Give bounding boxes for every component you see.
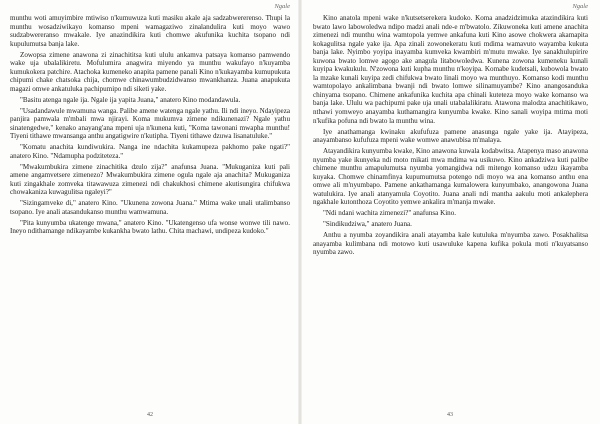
paragraph: Atayandikira kunyumba kwake, Kino anawona kuwala kodabwitsa. Atapenya maso anawona nyumba yake ikunyeka ndi moto mikati mwa mdima wa usikuwo. Kino ankadziwa kuti palibe chimene munthu amapulumutsa nyumba yomangidwa ndi mitengo komanso udzu ikayamba kuyaka. Chomwe chinamfinya kupumumutsa potengo ndi moyo wa ana komanso anthu ena omwe ali m'nyumbapo. Pamene ankathamanga kumalowera kunyumbako, anangowona Juana watulukira. Iye anali atanyamula Coyotito. Juana anali ndi mantha aakulu moti ankalephera ngakhale kutonthoza Coyotito yemwe ankalira m'manja mwake. [313,146,588,207]
paragraph: "Mwakumbukira zimene zinachitika dzulo zija?" anafunsa Juana. "Mukuganiza kuti pali amene angamvetsere zimenezo? Mwakumbukira zimene ogula ngale aja anachita? Mukuganiza kuti zingakhale zomveka titawawuza zimenezi ndi chakukhosi chimene akutisungira chifukwa chowakaniza kuwagulitsa ngaleyi?" [10,162,290,197]
paragraph: "Komatu anachita kundiwukira. Nanga ine ndachita kukamupeza pakhomo pake ngati?" anatero Kino. "Ndamupha podzitetezа." [10,143,290,160]
page-number-left: 42 [147,412,153,418]
paragraph: "Usadandawule mwamuna wanga. Palibe amene watenga ngale yathu. Ili ndi ineyo. Ndayipeza panjira pamwala m'mbali mwa njirayi. Koma mukumva zimene ndikunenazi? Ngale yathu sinatengedwe," kenako anayang'ana mpeni uja n'kunena kuti, "Koma tawonani mwapha munthu! Tiyeni tithawe mwansanga anthu angatigwire n'kutipha. Tiyeni tithawe dzuwa lisanatuluke." [10,106,290,141]
paragraph: munthu woti amuyimbire mtiwiso n'kumuwuza kuti masiku akale aja sadzabwererenso. Thupi la munthu wosadziwikayo komanso mpeni wamagaziwo zinalandulira kuti moyo wawo sudzabwereranso mwakale. Iye anazindikira kuti chomwe akufunika kuchita tsopano ndi kupulumutsa banja lake. [10,14,290,48]
paragraph: Iye anathamanga kwinaku akufufuza pamene anasunga ngale yake ija. Atayipeza, anayambanso kufufuza mpeni wake womwe anawubisa m'malaya. [313,127,588,145]
paragraph: Kino anatola mpeni wake n'kutsetserekera kudoko. Koma anadzidzimuka atazindikira kuti bwato lawo labowoledwa ndipo madzi anali nde-e m'bwatolo. Zikuwoneka kuti amene anachita zimenezi ndi munthu wina wamtopola yemwe ankafuna kuti Kino asowe chokwera akamapita kokagulitsa ngale yake ija. Apa zinali zowonekeratu kuti mdima wamavuto wayamba kukuta banja lake. Nyimbo yoyipa inayamba kumveka kwambiri m'mutu mwake. Iye sanakhulupirire kuwona bwato lomwe agogo ake anagula litabowoledwa. Kunena zowona kumeneku kunali kuyipa kwakukulu. N'zowona kuti kupha munthu n'koyipa. Komabe kudetsali, kubowola bwato la mzake kunali kuyipa zedi chifukwa bwato linali moyo wa munthuyo. Komanso kodi munthu wamtopolayo ankalimbana bwanji ndi bwato lomwe silinamuyambe? Kino anangosanduka chinyama tsopano. Chimene ankafunika kuchita apa chinali kuteteza moyo wake komanso wa banja lake. Ululu wa pachipumi pake uja unali utabalalikiratu. Atawona malodza anachitikawo, nthawi yomweyo anayamba kuthamangira kunyumba kwake. Kino sanali woyipa mtima moti n'kufika pofuna ndi bwato la munthu wina. [313,14,588,125]
running-head-left: Ngale [274,3,290,10]
right-page-text [313,14,588,257]
paragraph: "Pita kunyumba ukatenge mwana," anatero Kino. "Ukatengenso ufa wonse wonwe tili nawo. Ineyo ndithamange ndikayambe kukankha bwato lathu. Chita machawi, undipeza kudoko." [10,218,290,236]
paragraph: "Ndi ndani wachita zimenezi?" anafunsa Kino. [323,209,457,218]
paragraph: "Sindikudziwa," anatero Juana. [323,220,412,229]
left-page-text [10,14,290,236]
paragraph: "Basitu atenga ngale ija. Ngale ija yapita Juana," anatero Kino modandawula. [20,95,241,104]
running-head-right: Ngale [572,3,588,10]
right-page [300,0,600,424]
page-number-right: 43 [447,412,453,418]
paragraph: "Sizingamveke di," anatero Kino. "Ukunena zowona Juana." Mtima wake unali utalimbanso tsopano. Iye anali atasandukanso munthu wamwamuna. [10,199,290,216]
paragraph: Anthu a nyumba zoyandikira anali atayamba kale kutuluka m'nyumba zawo. Posakhalitsa anayamba kulimbana ndi motowo kuti usawuluke kapena kufika pokula moti n'kuyatsanso nyumba zawo. [313,231,588,257]
paragraph: Zowopsa zimene anawona zi zinachititsa kuti ululu ankamva patsaya komanso pamwendo wake uja ubalalikiretu. Mofulumira anagwira miyendo ya munthu wakufayo n'kuyamba kumukokera patchire. Atachoka kumeneko anapita pamene panali Kino n'kukayamba kumupukuta chipumi chake chatsoka chija, chomwe chinawumbudzidwanso mwankhanza. Juana anapukuta magazi omwe ankatuluka pachipumipo ndi siketi yake. [10,50,290,93]
